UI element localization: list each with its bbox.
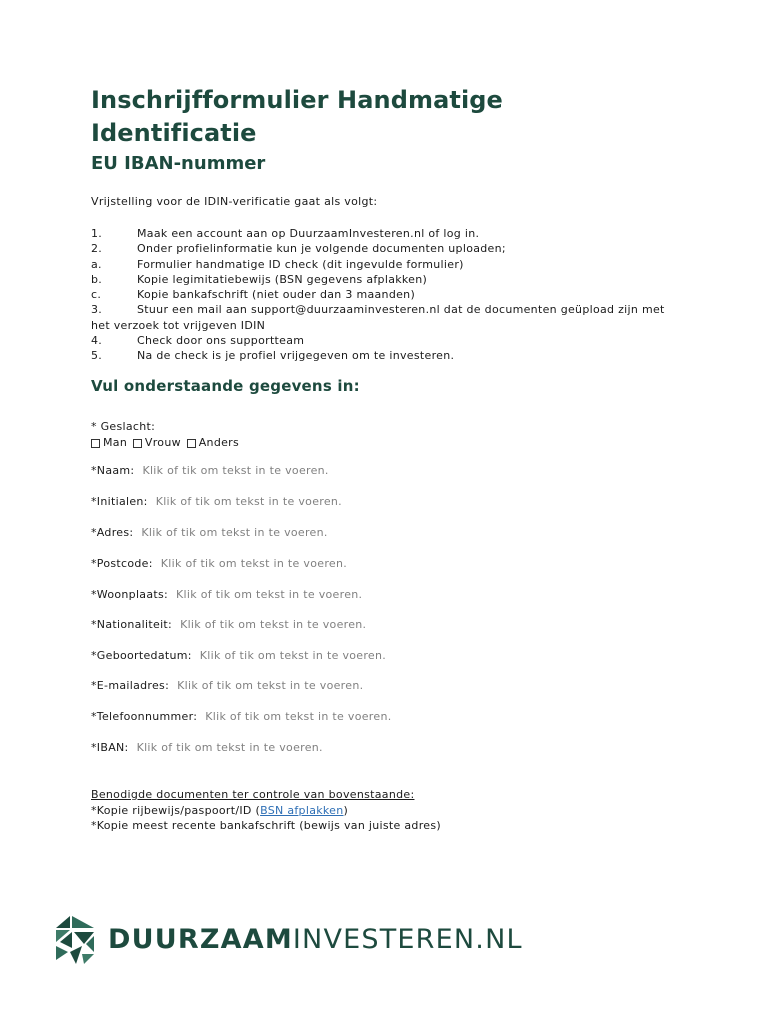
woonplaats-input[interactable]: Klik of tik om tekst in te voeren. (176, 588, 363, 601)
field-initialen: *Initialen: Klik of tik om tekst in te voeren. (91, 495, 342, 508)
gender-option-anders[interactable]: Anders (187, 435, 239, 451)
logo-wordmark: DUURZAAMINVESTEREN.NL (108, 924, 523, 955)
email-input[interactable]: Klik of tik om tekst in te voeren. (177, 679, 364, 692)
field-woonplaats: *Woonplaats: Klik of tik om tekst in te voeren. (91, 588, 363, 601)
field-naam: *Naam: Klik of tik om tekst in te voeren. (91, 464, 329, 477)
logo-mark-icon (52, 914, 98, 966)
adres-input[interactable]: Klik of tik om tekst in te voeren. (141, 526, 328, 539)
list-item: 2. Onder profielinformatie kun je volgende documenten uploaden; (91, 242, 506, 256)
page-subtitle: EU IBAN-nummer (91, 153, 266, 174)
initialen-input[interactable]: Klik of tik om tekst in te voeren. (155, 495, 342, 508)
list-item: c. Kopie bankafschrift (niet ouder dan 3 maanden) (91, 288, 416, 302)
postcode-input[interactable]: Klik of tik om tekst in te voeren. (160, 557, 348, 570)
list-item: a. Formulier handmatige ID check (dit ingevulde formulier) (91, 257, 464, 271)
list-item: 1. Maak een account aan op DuurzaamInvesteren.nl of log in. (91, 227, 480, 240)
bsn-link[interactable]: BSN afplakken (260, 803, 344, 817)
iban-input[interactable]: Klik of tik om tekst in te voeren. (136, 741, 323, 754)
intro-text: Vrijstelling voor de IDIN-verificatie gaat als volgt: (91, 195, 378, 208)
gender-label: * Geslacht: (91, 420, 156, 433)
geboortedatum-input[interactable]: Klik of tik om tekst in te voeren. (199, 649, 387, 662)
docs-line-id: *Kopie rijbewijs/paspoort/ID (BSN afplakken) (91, 803, 349, 817)
field-emailadres: *E-mailadres: Klik of tik om tekst in te voeren. (91, 679, 364, 692)
gender-group (91, 419, 241, 453)
naam-input[interactable]: Klik of tik om tekst in te voeren. (142, 464, 329, 477)
page-title: Inschrijfformulier Handmatige Identificatie (91, 86, 503, 147)
list-item: b. Kopie legimitatiebewijs (BSN gegevens afplakken) (91, 272, 428, 286)
list-item: 3. Stuur een mail aan support@duurzaaminvesteren.nl dat de documenten geüpload zijn met het verzoek tot vrijgeven IDIN (91, 303, 665, 332)
list-item: 5. Na de check is je profiel vrijgegeven om te investeren. (91, 349, 455, 363)
form-heading: Vul onderstaande gegevens in: (91, 377, 360, 395)
field-nationaliteit: *Nationaliteit: Klik of tik om tekst in te voeren. (91, 618, 367, 631)
gender-option-man[interactable]: Man (91, 435, 127, 451)
field-telefoonnummer: *Telefoonnummer: Klik of tik om tekst in te voeren. (91, 710, 392, 723)
company-logo (52, 914, 523, 966)
field-iban: *IBAN: Klik of tik om tekst in te voeren. (91, 741, 323, 754)
docs-heading: Benodigde documenten ter controle van bovenstaande: (91, 788, 415, 801)
nationaliteit-input[interactable]: Klik of tik om tekst in te voeren. (180, 618, 367, 631)
docs-line-bank: *Kopie meest recente bankafschrift (bewijs van juiste adres) (91, 819, 441, 832)
steps-list (91, 226, 681, 364)
list-item: 4. Check door ons supportteam (91, 334, 305, 348)
gender-option-vrouw[interactable]: Vrouw (133, 435, 181, 451)
telefoon-input[interactable]: Klik of tik om tekst in te voeren. (205, 710, 392, 723)
checkbox[interactable] (91, 439, 100, 448)
required-documents (91, 787, 441, 834)
field-postcode: *Postcode: Klik of tik om tekst in te voeren. (91, 557, 348, 570)
field-geboortedatum: *Geboortedatum: Klik of tik om tekst in te voeren. (91, 649, 387, 662)
checkbox[interactable] (187, 439, 196, 448)
field-adres: *Adres: Klik of tik om tekst in te voeren. (91, 526, 328, 539)
checkbox[interactable] (133, 439, 142, 448)
